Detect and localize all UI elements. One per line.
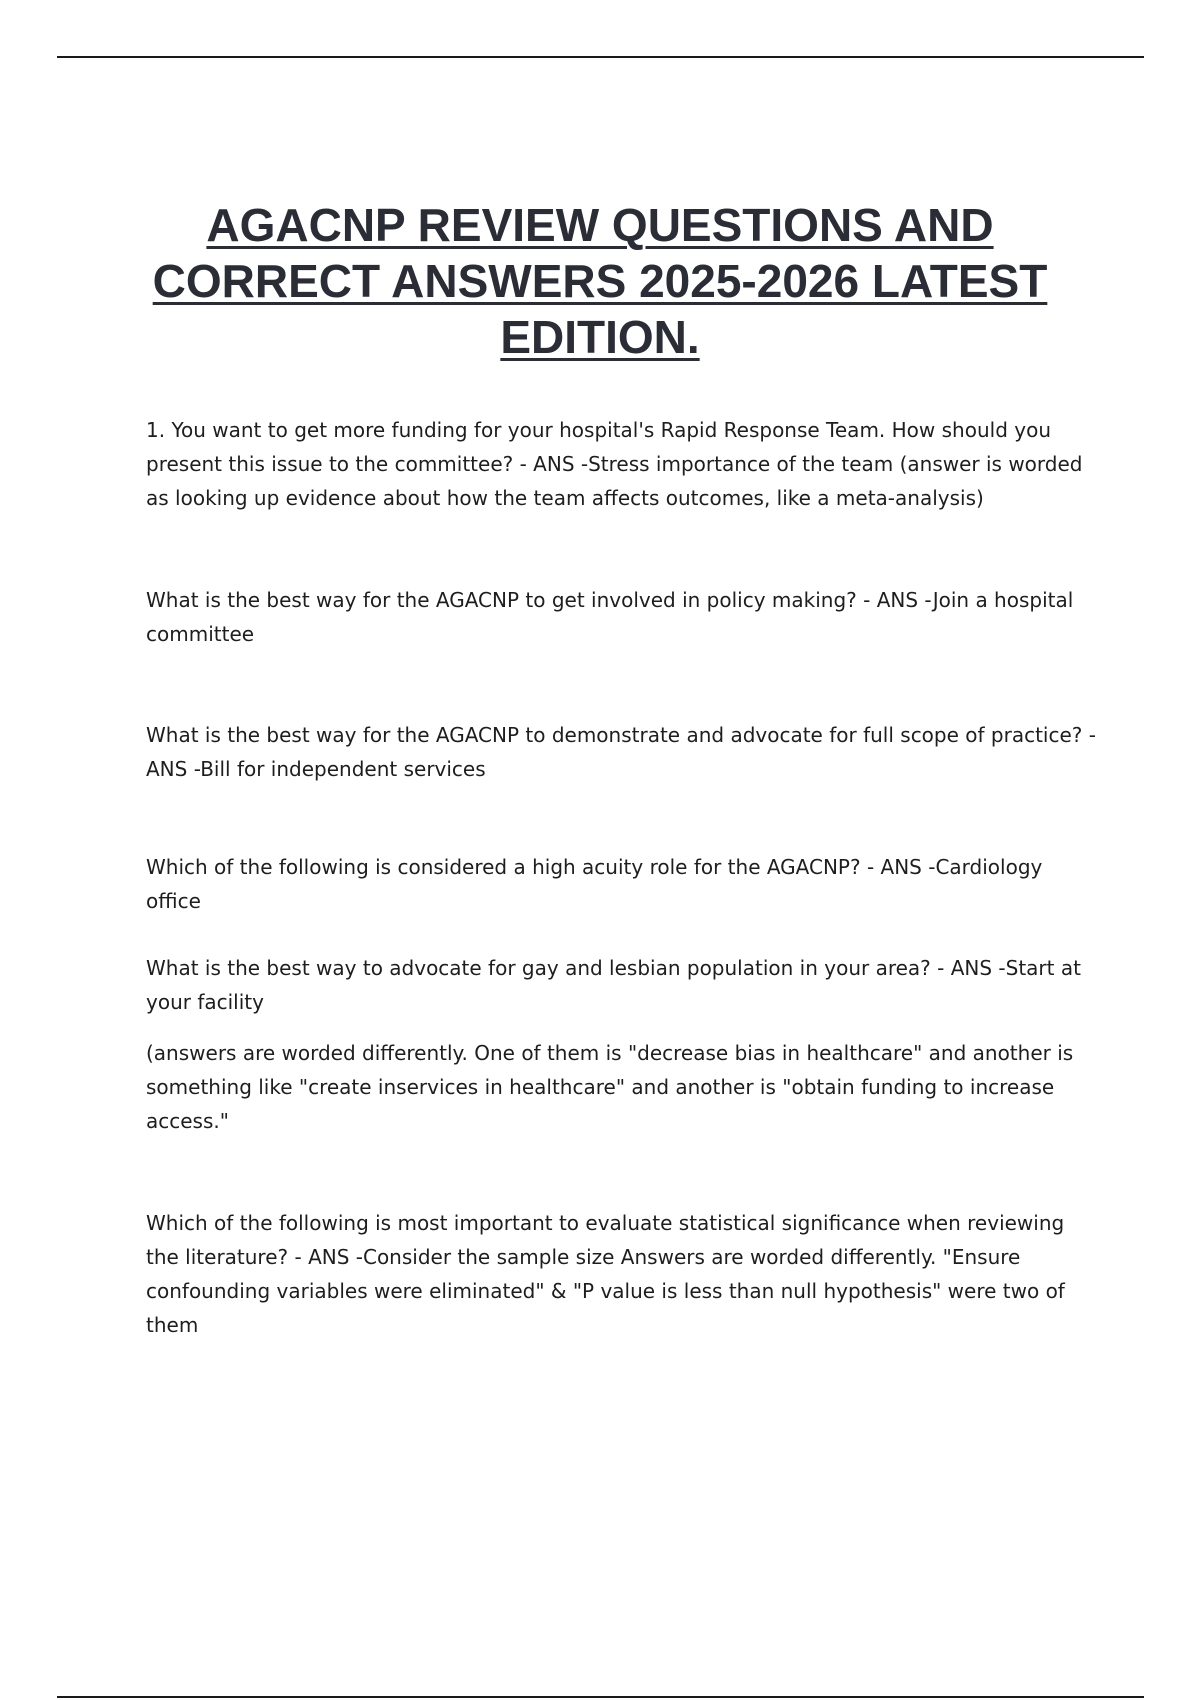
top-rule	[57, 56, 1144, 58]
qa-item-6: Which of the following is most important to evaluate statistical significance when reviewing the literature? - ANS -Consider the sample size Answers are worded differently. "Ensure confounding variables were eliminated" & "P value is less than null hypothesis" were two of them	[146, 1211, 1065, 1337]
document-title: AGACNP REVIEW QUESTIONS AND CORRECT ANSWERS 2025-2026 LATEST EDITION.	[152, 199, 1048, 363]
qa-item-4: Which of the following is considered a high acuity role for the AGACNP? - ANS -Cardiology office	[146, 855, 1043, 913]
qa-item-5: What is the best way to advocate for gay and lesbian population in your area? - ANS -Start at your facility	[146, 956, 1081, 1014]
qa-item-2: What is the best way for the AGACNP to get involved in policy making? - ANS -Join a hospital committee	[146, 588, 1074, 646]
qa-item-1: 1. You want to get more funding for your hospital's Rapid Response Team. How should you present this issue to the committee? - ANS -Stress importance of the team (answer is worded as looking up evidence about how the team affects outcomes, like a meta-analysis)	[146, 418, 1083, 510]
qa-item-5-note: (answers are worded differently. One of them is "decrease bias in healthcare" and another is something like "create inservices in healthcare" and another is "obtain funding to increase access."	[146, 1041, 1074, 1133]
bottom-rule	[57, 1696, 1144, 1698]
qa-item-3: What is the best way for the AGACNP to demonstrate and advocate for full scope of practice? - ANS -Bill for independent services	[146, 723, 1096, 781]
